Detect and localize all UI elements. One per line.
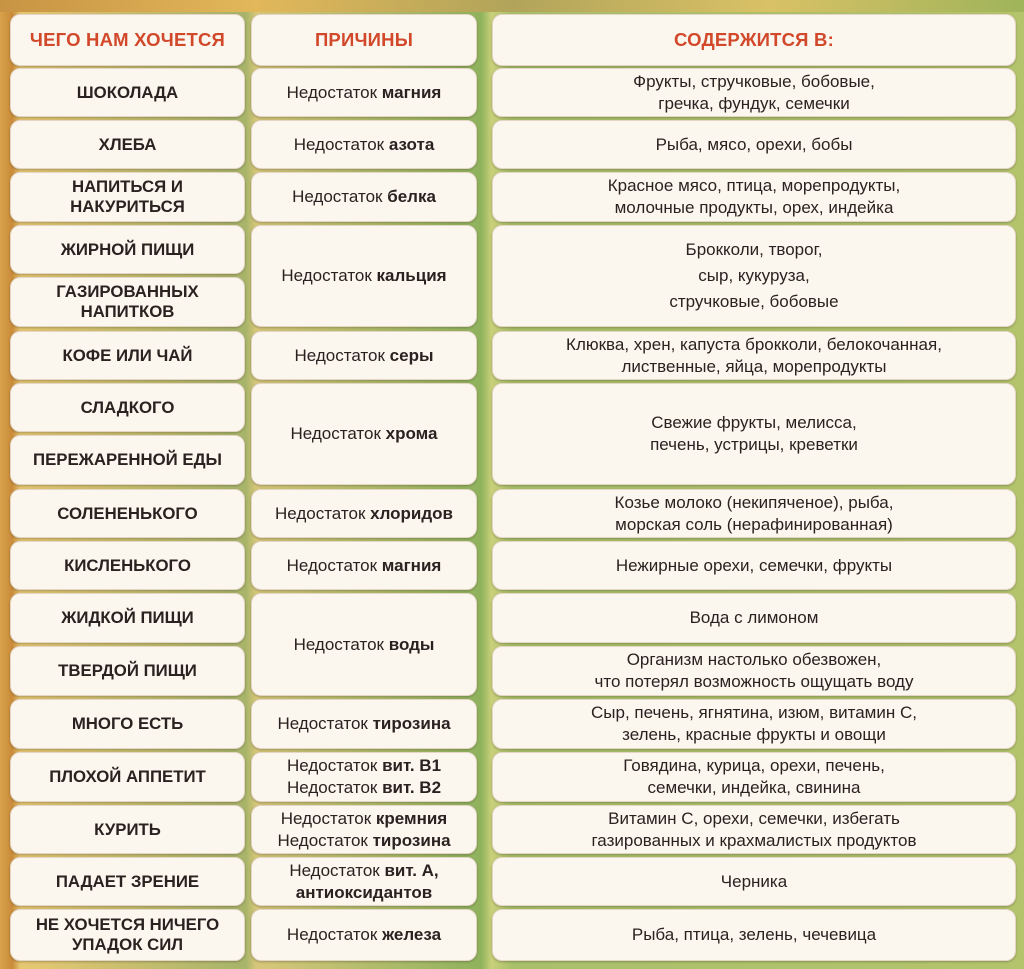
cause-prefix: Недостаток: [290, 424, 381, 443]
cause-nutrient: тирозина: [372, 714, 451, 733]
source-line: Козье молоко (некипяченое), рыба,: [614, 492, 894, 512]
source-line: морская соль (нерафинированная): [615, 514, 893, 534]
source-line: Рыба, мясо, орехи, бобы: [655, 134, 853, 154]
cause-cell: [251, 68, 477, 117]
want-cell: ХЛЕБА: [10, 120, 245, 169]
cause-cell: [251, 857, 477, 906]
source-line: Витамин С, орехи, семечки, избегать: [608, 808, 900, 828]
want-cell: КУРИТЬ: [10, 805, 245, 854]
cause-cell: [251, 752, 477, 802]
cause-prefix: Недостаток: [274, 503, 366, 523]
source-cell: [492, 593, 1016, 643]
source-line: молочные продукты, орех, индейка: [614, 198, 894, 217]
cause-nutrient: тирозина: [372, 830, 451, 850]
want-cell: ГАЗИРОВАННЫХ НАПИТКОВ: [10, 277, 245, 327]
want-cell: ШОКОЛАДА: [10, 68, 245, 117]
source-line: Свежие фрукты, мелисса,: [651, 413, 857, 432]
source-line: Фрукты, стручковые, бобовые,: [633, 71, 875, 91]
cause-cell: [251, 120, 477, 169]
want-cell: МНОГО ЕСТЬ: [10, 699, 245, 749]
cause-cell: [251, 699, 477, 749]
want-cell: ЖИДКОЙ ПИЩИ: [10, 593, 245, 643]
cause-nutrient: кремния: [375, 808, 448, 828]
cause-prefix: Недостаток: [286, 925, 378, 944]
source-cell: [492, 857, 1016, 906]
cause-cell: [251, 331, 477, 380]
cause-cell: [251, 172, 477, 222]
cause-prefix: Недостаток: [286, 82, 378, 102]
want-cell: ТВЕРДОЙ ПИЩИ: [10, 646, 245, 696]
cause-prefix: Недостаток: [292, 187, 383, 206]
cause-nutrient: кальция: [376, 266, 447, 285]
cause-prefix: Недостаток: [289, 860, 380, 880]
cause-nutrient: вит. B1: [382, 756, 442, 775]
cause-nutrient: антиоксидантов: [295, 882, 433, 902]
source-line: Черника: [720, 871, 788, 891]
source-cell: [492, 225, 1016, 327]
source-cell: [492, 68, 1016, 117]
source-line: зелень, красные фрукты и овощи: [622, 725, 886, 744]
cause-nutrient: хрома: [385, 424, 438, 443]
cause-prefix: Недостаток: [286, 778, 378, 797]
header-cause: ПРИЧИНЫ: [251, 14, 477, 66]
source-cell: [492, 489, 1016, 538]
header-want: ЧЕГО НАМ ХОЧЕТСЯ: [10, 14, 245, 66]
cause-cell: [251, 541, 477, 590]
cause-cell: [251, 909, 477, 961]
cause-prefix: Недостаток: [280, 808, 372, 828]
source-line: гречка, фундук, семечки: [658, 93, 850, 113]
source-line: семечки, индейка, свинина: [647, 778, 861, 797]
want-cell: ЖИРНОЙ ПИЩИ: [10, 225, 245, 274]
source-line: Рыба, птица, зелень, чечевица: [631, 925, 877, 944]
source-cell: [492, 805, 1016, 854]
want-cell: ПЛОХОЙ АППЕТИТ: [10, 752, 245, 802]
want-cell: СЛАДКОГО: [10, 383, 245, 432]
source-cell: [492, 541, 1016, 590]
cause-cell: [251, 383, 477, 485]
cause-prefix: Недостаток: [281, 266, 372, 285]
source-cell: [492, 120, 1016, 169]
cause-prefix: Недостаток: [277, 830, 368, 850]
source-line: Сыр, печень, ягнятина, изюм, витамин С,: [591, 703, 917, 722]
cause-nutrient: серы: [389, 345, 434, 365]
source-line: Клюква, хрен, капуста брокколи, белокочанная,: [566, 334, 942, 354]
cause-nutrient: магния: [381, 82, 442, 102]
cause-nutrient: железа: [382, 925, 442, 944]
cause-nutrient: магния: [381, 555, 442, 575]
want-cell: НАПИТЬСЯ И НАКУРИТЬСЯ: [10, 172, 245, 222]
source-line: Красное мясо, птица, морепродукты,: [607, 176, 901, 195]
cause-cell: [251, 225, 477, 327]
source-line: стручковые, бобовые: [669, 292, 839, 311]
source-line: сыр, кукуруза,: [698, 266, 810, 285]
cause-cell: [251, 489, 477, 538]
source-line: лиственные, яйца, морепродукты: [621, 356, 887, 376]
source-cell: [492, 752, 1016, 802]
cause-prefix: Недостаток: [277, 714, 368, 733]
source-line: Вода с лимоном: [689, 608, 819, 627]
cause-cell: [251, 805, 477, 854]
source-cell: [492, 331, 1016, 380]
cause-prefix: Недостаток: [294, 345, 385, 365]
cause-nutrient: вит. B2: [382, 778, 442, 797]
source-line: печень, устрицы, креветки: [650, 435, 858, 454]
source-cell: [492, 172, 1016, 222]
source-line: Организм настолько обезвожен,: [626, 650, 882, 669]
source-line: Брокколи, творог,: [685, 240, 823, 259]
cause-prefix: Недостаток: [293, 134, 385, 154]
cause-nutrient: воды: [388, 634, 435, 654]
header-source: СОДЕРЖИТСЯ В:: [492, 14, 1016, 66]
source-line: Говядина, курица, орехи, печень,: [623, 756, 885, 775]
source-cell: [492, 699, 1016, 749]
cause-prefix: Недостаток: [293, 634, 384, 654]
source-cell: [492, 909, 1016, 961]
top-decorative-strip: [0, 0, 1024, 12]
source-cell: [492, 646, 1016, 696]
cause-cell: [251, 593, 477, 696]
source-line: Нежирные орехи, семечки, фрукты: [615, 555, 893, 575]
source-cell: [492, 383, 1016, 485]
cause-nutrient: азота: [388, 134, 435, 154]
source-line: что потерял возможность ощущать воду: [594, 672, 914, 691]
cause-prefix: Недостаток: [286, 555, 378, 575]
want-cell: ПЕРЕЖАРЕННОЙ ЕДЫ: [10, 435, 245, 485]
want-cell: КОФЕ ИЛИ ЧАЙ: [10, 331, 245, 380]
source-line: газированных и крахмалистых продуктов: [591, 830, 917, 850]
cause-nutrient: белка: [387, 187, 436, 206]
want-cell: СОЛЕНЕНЬКОГО: [10, 489, 245, 538]
want-cell: КИСЛЕНЬКОГО: [10, 541, 245, 590]
want-cell: ПАДАЕТ ЗРЕНИЕ: [10, 857, 245, 906]
cause-nutrient: вит. А,: [384, 860, 439, 880]
cause-nutrient: хлоридов: [370, 503, 453, 523]
cause-prefix: Недостаток: [286, 756, 378, 775]
want-cell: НЕ ХОЧЕТСЯ НИЧЕГО УПАДОК СИЛ: [10, 909, 245, 961]
